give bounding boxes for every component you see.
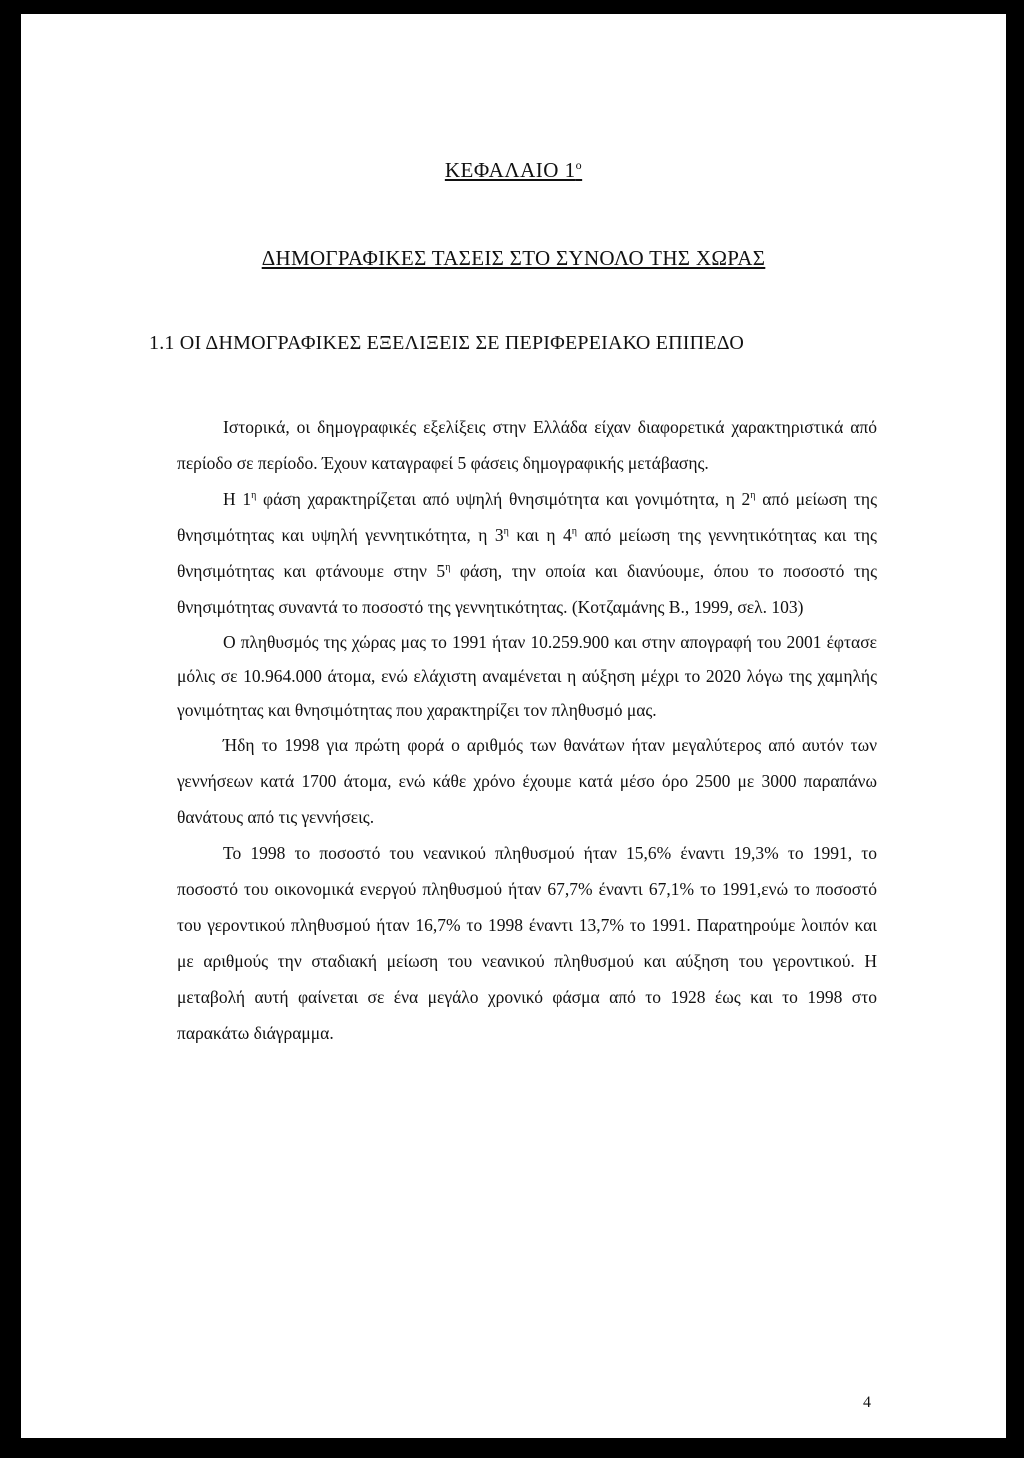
phases-text-5: από μείωση της γεννητικότητας και της θνησιμότητας και φτάνουμε στην 5: [177, 525, 877, 581]
body-text: [177, 409, 877, 1051]
phases-text-3: από μείωση της θνησιμότητας και υψηλή γεννητικότητα, η 3: [177, 489, 877, 545]
phases-text-4: και η 4: [508, 525, 572, 545]
chapter-title-ordinal: ο: [575, 158, 583, 172]
main-heading: ΔΗΜΟΓΡΑΦΙΚΕΣ ΤΑΣΕΙΣ ΣΤΟ ΣΥΝΟΛΟ ΤΗΣ ΧΩΡΑΣ: [261, 246, 766, 270]
phases-sup-2: η: [750, 490, 756, 502]
chapter-title-text: ΚΕΦΑΛΑΙΟ 1: [444, 158, 576, 182]
phases-text-6: φάση, την οποία και διανύουμε, όπου το ποσοστό της θνησιμότητας συναντά το ποσοστό της γεννητικότητας. (Κοτζαμάνης Β., 1999, σελ. 103): [177, 561, 878, 617]
phases-text-2: φάση χαρακτηρίζεται από υψηλή θνησιμότητα και γονιμότητα, η 2: [256, 489, 751, 509]
phases-sup-3: η: [503, 526, 509, 538]
paragraph-phases: [177, 481, 877, 625]
paragraph-deaths: Ήδη το 1998 για πρώτη φορά ο αριθμός των θανάτων ήταν μεγαλύτερος από αυτόν των γεννήσεων κατά 1700 άτομα, ενώ κάθε χρόνο έχουμε κατά μέσο όρο 2500 με 3000 παραπάνω θανάτους από τις γεννήσεις.: [177, 735, 877, 827]
page-number: 4: [863, 1394, 871, 1411]
paragraph-population: Ο πληθυσμός της χώρας μας το 1991 ήταν 10.259.900 και στην απογραφή του 2001 έφτασε μόλις σε 10.964.000 άτομα, ενώ ελάχιστη αναμένεται η αύξηση μέχρι το 2020 λόγω της χαμηλής γονιμότητας και θνησιμότητας που χαρακτηρίζει τον πληθυσμό μας.: [177, 632, 877, 720]
paragraph-history: Ιστορικά, οι δημογραφικές εξελίξεις στην Ελλάδα είχαν διαφορετικά χαρακτηριστικά από περίοδο σε περίοδο. Έχουν καταγραφεί 5 φάσεις δημογραφικής μετάβασης.: [177, 417, 877, 473]
section-heading: 1.1 ΟΙ ΔΗΜΟΓΡΑΦΙΚΕΣ ΕΞΕΛΙΞΕΙΣ ΣΕ ΠΕΡΙΦΕΡΕΙΑΚΟ ΕΠΙΠΕΔΟ: [149, 332, 745, 354]
phases-text-1: Η 1: [223, 489, 252, 509]
chapter-title: [21, 158, 1006, 183]
paragraph-age-groups: Το 1998 το ποσοστό του νεανικού πληθυσμού ήταν 15,6% έναντι 19,3% το 1991, το ποσοστό του οικονομικά ενεργού πληθυσμού ήταν 67,7% έναντι 67,1% το 1991,ενώ το ποσοστό του γεροντικού πληθυσμού ήταν 16,7% το 1998 έναντι 13,7% το 1991. Παρατηρούμε λοιπόν και με αριθμούς την σταδιακή μείωση του νεανικού πληθυσμού και αύξηση του γεροντικού. Η μεταβολή αυτή φαίνεται σε ένα μεγάλο χρονικό φάσμα από το 1928 έως και το 1998 στο παρακάτω διάγραμμα.: [177, 843, 877, 1043]
phases-sup-1: η: [251, 490, 257, 502]
phases-sup-4: η: [571, 526, 577, 538]
document-page: [21, 14, 1006, 1438]
phases-sup-5: η: [445, 562, 451, 574]
